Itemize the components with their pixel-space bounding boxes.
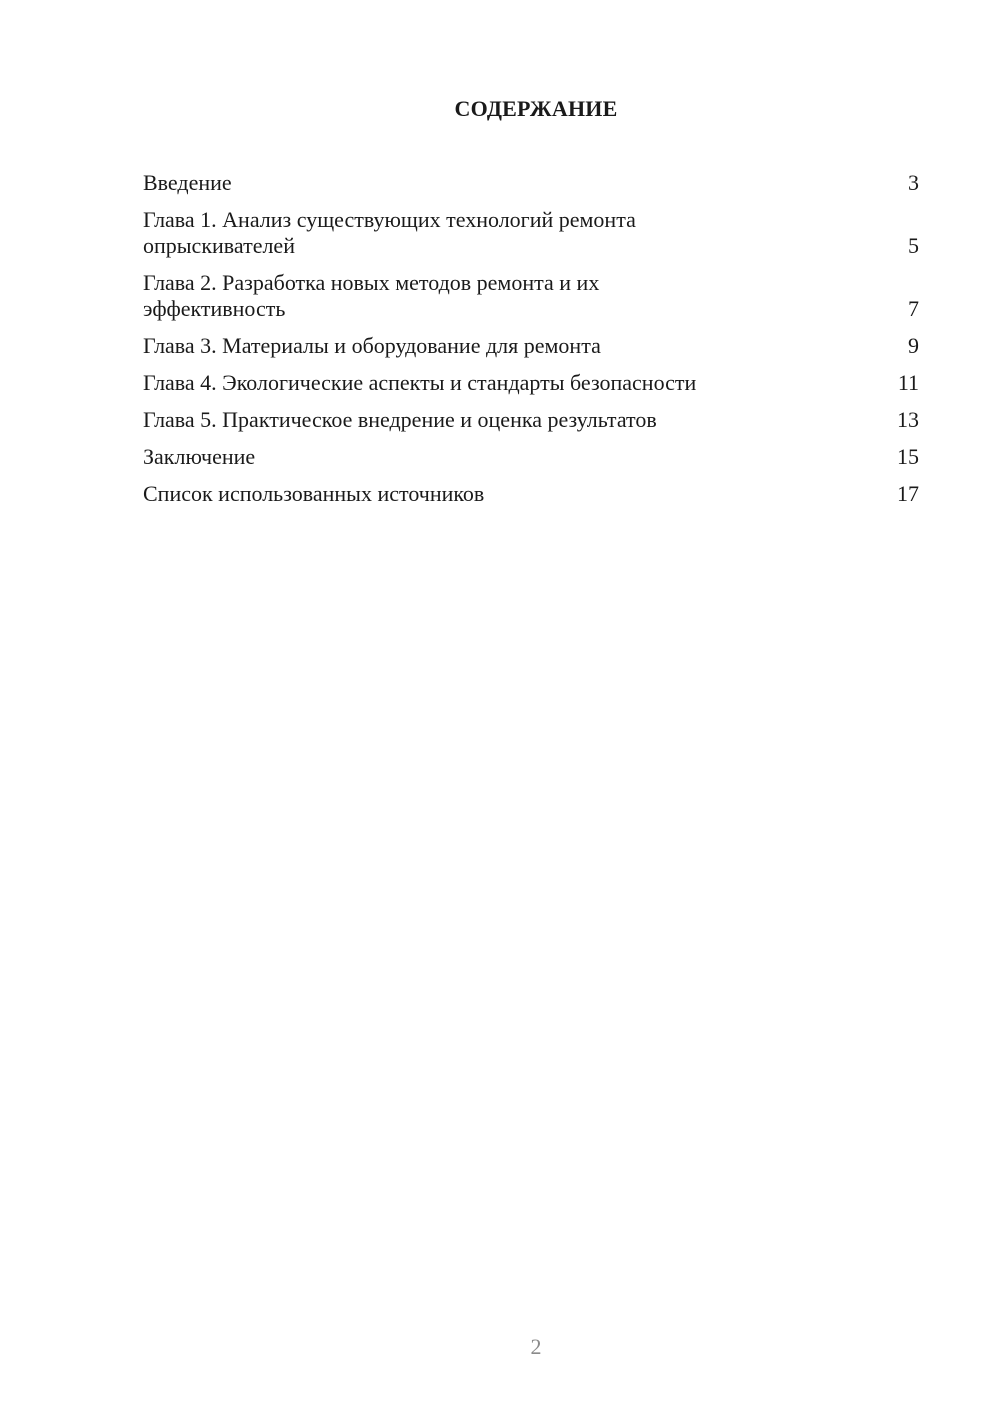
toc-entry-chapter-2[interactable] xyxy=(143,270,919,322)
toc-entry-chapter-1[interactable] xyxy=(143,207,919,259)
toc-entry-page: 3 xyxy=(908,170,919,195)
toc-entry-label: Глава 2. Разработка новых методов ремонта и их эффективность xyxy=(143,270,600,321)
toc-entry-chapter-5[interactable] xyxy=(143,407,919,433)
toc-entry-page: 5 xyxy=(908,233,919,258)
toc-entry-chapter-4[interactable] xyxy=(143,370,919,396)
toc-entry-page: 15 xyxy=(897,444,919,469)
toc-entry-page: 7 xyxy=(908,296,919,321)
toc-entry-label: Глава 4. Экологические аспекты и стандарты безопасности xyxy=(143,370,697,395)
toc-entry-introduction[interactable] xyxy=(143,170,919,196)
toc-entry-page: 17 xyxy=(897,481,919,506)
toc-entry-page: 11 xyxy=(897,370,919,395)
toc-entry-label: Введение xyxy=(143,170,232,195)
toc-entry-page: 9 xyxy=(908,333,919,358)
toc-entry-label: Глава 1. Анализ существующих технологий ремонта опрыскивателей xyxy=(143,207,636,258)
toc-entry-label: Заключение xyxy=(143,444,256,469)
toc-entry-label: Глава 3. Материалы и оборудование для ремонта xyxy=(143,333,601,358)
toc-entry-references[interactable] xyxy=(143,481,919,507)
table-of-contents xyxy=(143,170,919,518)
toc-entry-label: Глава 5. Практическое внедрение и оценка результатов xyxy=(143,407,657,432)
page-number: 2 xyxy=(530,1334,542,1359)
toc-entry-label: Список использованных источников xyxy=(143,481,485,506)
toc-entry-conclusion[interactable] xyxy=(143,444,919,470)
page-title: СОДЕРЖАНИЕ xyxy=(454,96,618,121)
toc-entry-chapter-3[interactable] xyxy=(143,333,919,359)
toc-entry-page: 13 xyxy=(897,407,919,432)
